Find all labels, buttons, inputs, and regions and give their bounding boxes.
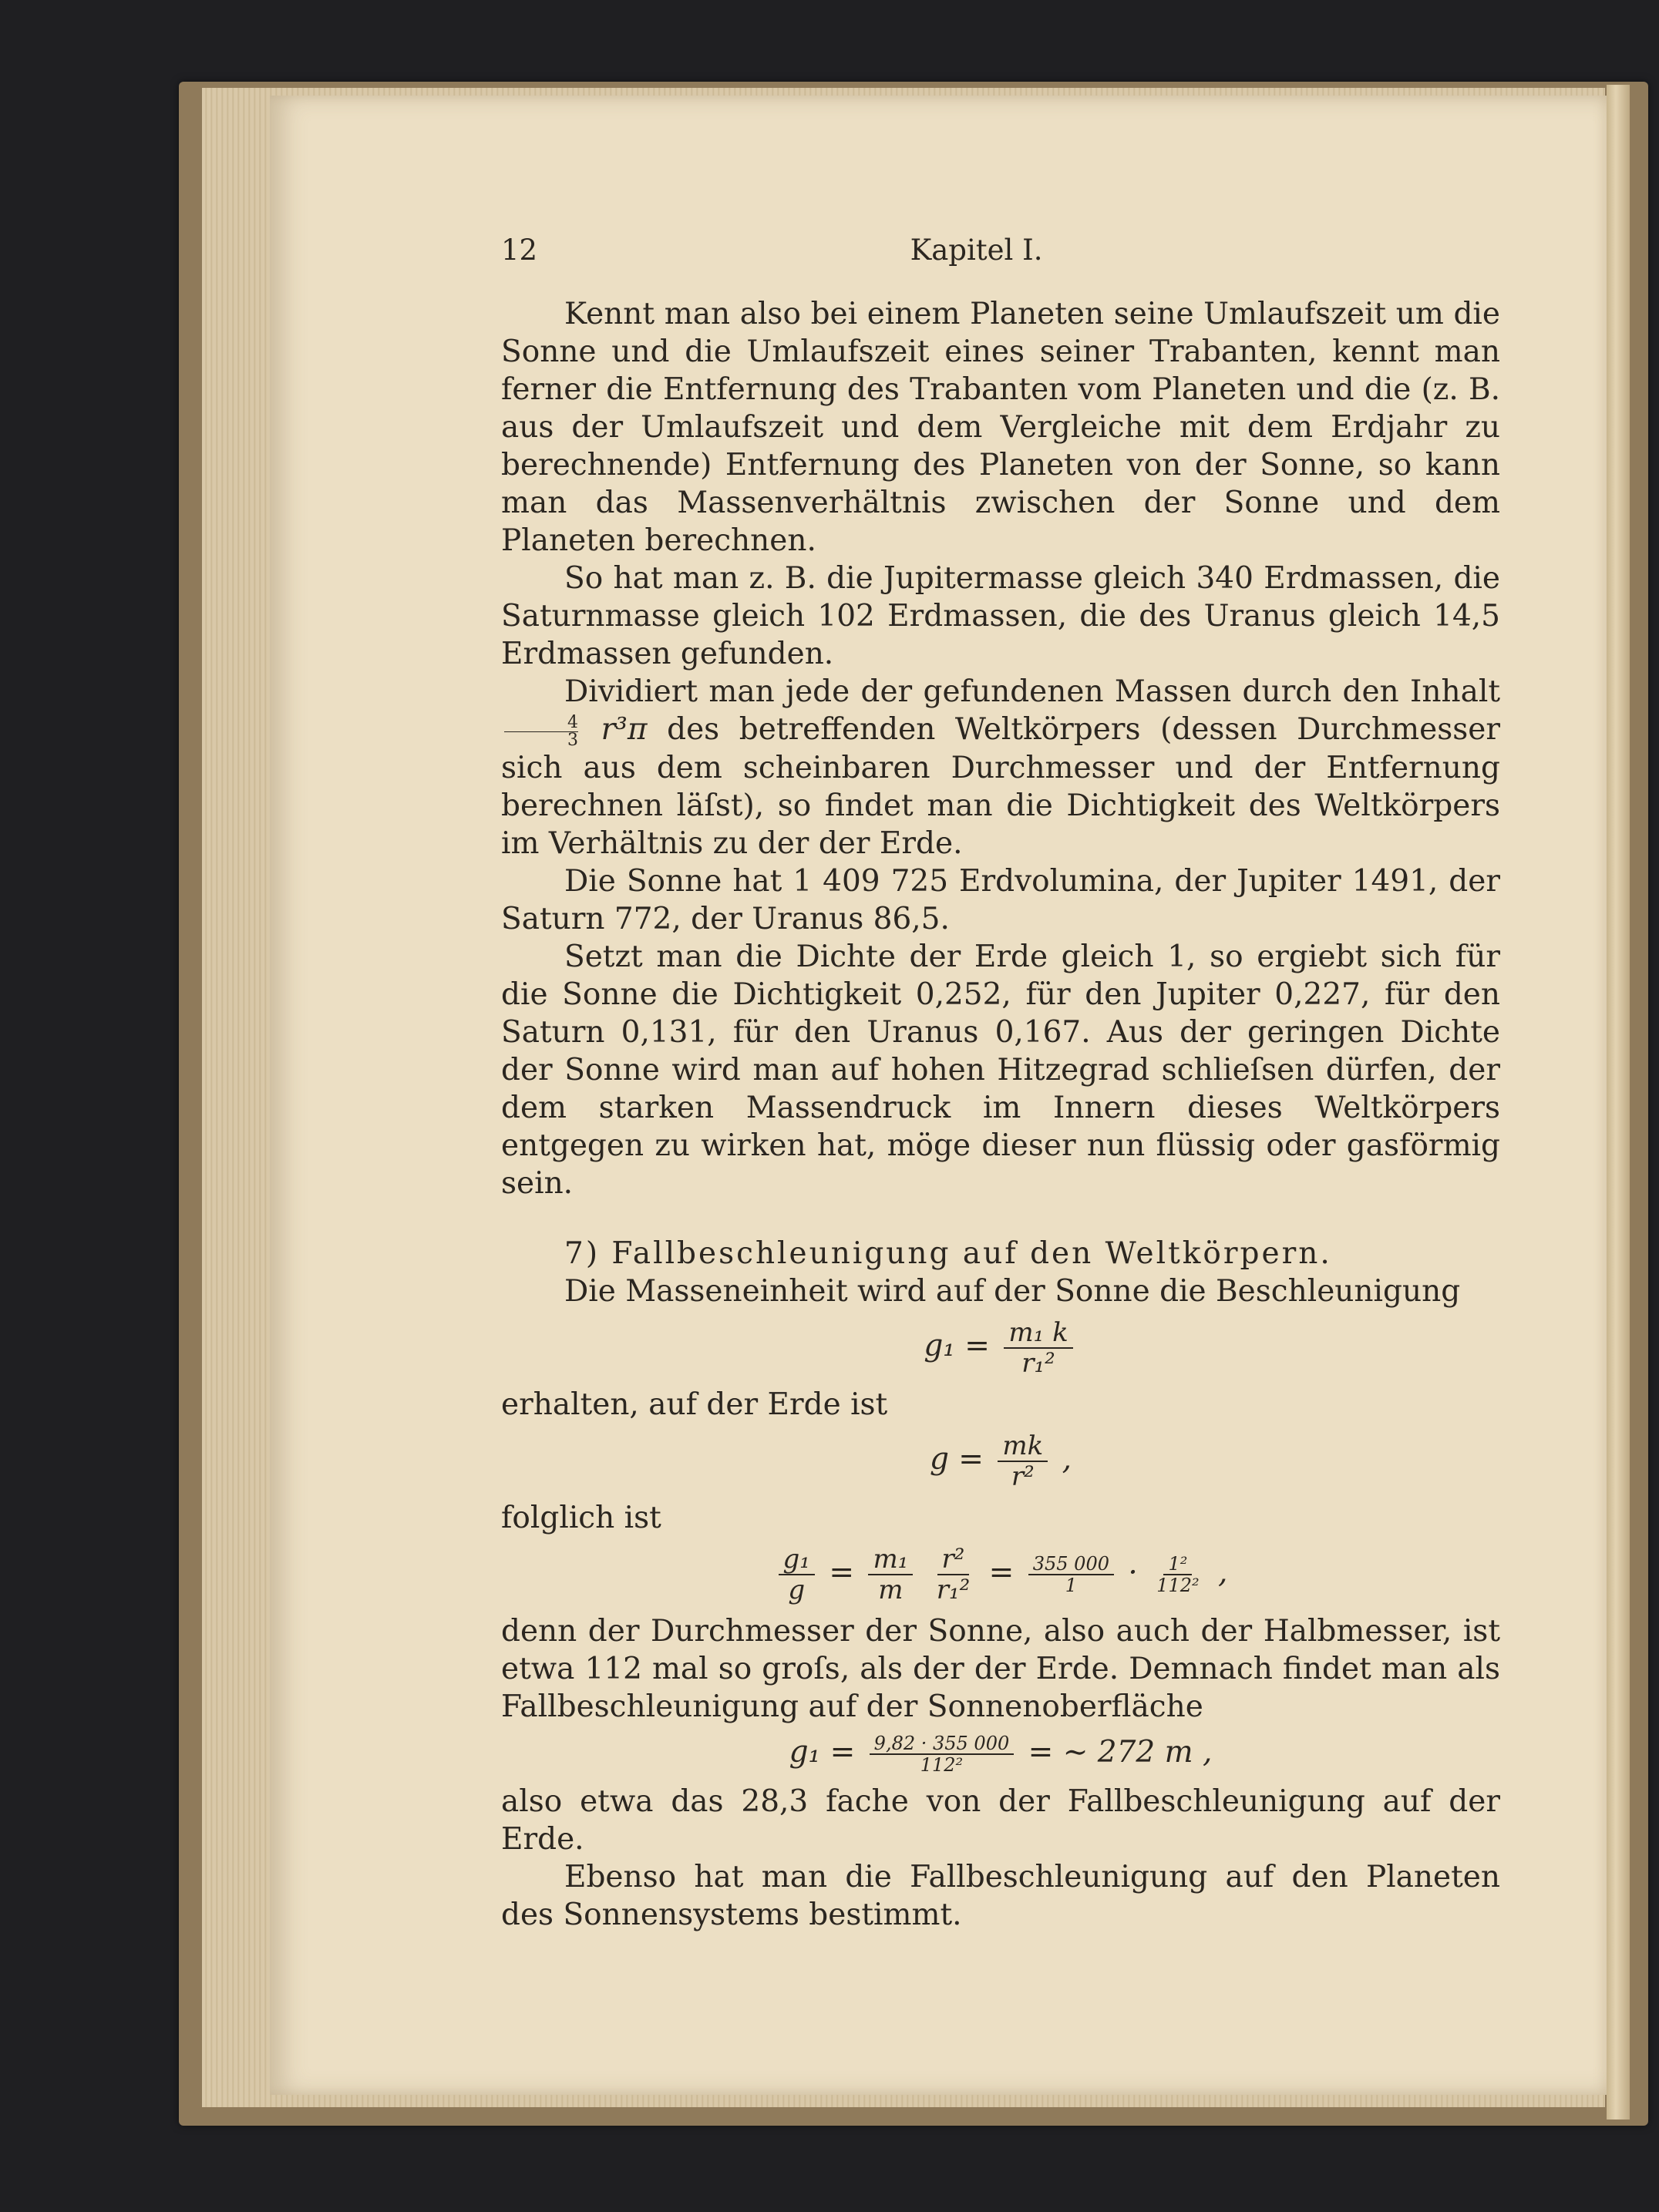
ratio-a-den: g	[788, 1574, 806, 1605]
ratio-frac-d	[1028, 1554, 1114, 1595]
chapter-title: Kapitel I.	[910, 234, 1043, 267]
ratio-tail: ,	[1218, 1555, 1228, 1590]
formula-g1-den: r₁²	[1021, 1347, 1055, 1379]
ratio-c-num: r²	[937, 1545, 970, 1575]
fraction-denominator: 3	[567, 730, 578, 750]
section-heading: 7) Fallbeschleunigung auf den Weltkörpern.	[564, 1235, 1332, 1271]
section-intro: Die Masseneinheit wird auf der Sonne die Beschleunigung	[564, 1273, 1461, 1309]
paragraph-7: also etwa das 28,3 fache von der Fallbeschleunigung auf der Erde.	[501, 1783, 1500, 1857]
paragraph-2: So hat man z. B. die Jupitermasse gleich 340 Erdmassen, die Saturnmasse gleich 102 Erdmassen, die des Uranus gleich 14,5 Erdmassen gefunden.	[501, 561, 1500, 671]
formula-g-num: mk	[998, 1431, 1048, 1462]
ratio-d-num: 355 000	[1028, 1554, 1114, 1575]
ratio-frac-b	[868, 1545, 913, 1605]
paragraph-6: denn der Durchmesser der Sonne, also auch der Halbmesser, ist etwa 112 mal so groſs, als der der Erde. Demnach findet man als Fallbeschleunigung auf der Sonnenoberfläche	[501, 1613, 1500, 1724]
formula-ratio	[501, 1545, 1500, 1605]
formula-g-fraction	[998, 1431, 1048, 1491]
formula-g-den: r²	[1011, 1461, 1035, 1492]
formula-g-tail: ,	[1062, 1441, 1072, 1477]
page-number: 12	[501, 234, 538, 267]
paragraph-3-start: Dividiert man jede der gefundenen Massen durch den Inhalt	[564, 674, 1500, 709]
paragraph-3-rest: des betreffenden Weltkörpers (dessen Durchmesser sich aus dem scheinbaren Durchmesser und der Entfernung berechnen läſst), so findet man die Dichtigkeit des Weltkörpers im Verhältnis zu der der Erde.	[501, 712, 1500, 861]
ratio-eq-2: =	[988, 1555, 1015, 1590]
paragraph-3	[501, 673, 1500, 862]
result-den: 112²	[920, 1753, 964, 1776]
formula-g1-num: m₁ k	[1004, 1318, 1072, 1349]
paragraph-4: Die Sonne hat 1 409 725 Erdvolumina, der Jupiter 1491, der Saturn 772, der Uranus 86,5.	[501, 863, 1500, 936]
paragraph-8: Ebenso hat man die Fallbeschleunigung auf den Planeten des Sonnensystems bestimmt.	[501, 1859, 1500, 1932]
formula-result	[501, 1733, 1500, 1775]
result-lhs: g₁ =	[789, 1734, 856, 1770]
ratio-frac-e	[1152, 1554, 1203, 1595]
result-num: 9,82 · 355 000	[870, 1733, 1015, 1755]
formula-g1-fraction	[1004, 1318, 1072, 1378]
paragraph-5: Setzt man die Dichte der Erde gleich 1, so ergiebt sich für die Sonne die Dichtigkeit 0,252, für den Jupiter 0,227, für den Saturn 0,131, für den Uranus 0,167. Aus der geringen Dichte der Sonne wird man auf hohen Hitzegrad schlieſsen dürfen, der dem starken Massendruck im Innern dieses Weltkörpers entgegen zu wirken hat, möge dieser nun flüssig oder gasförmig sein.	[501, 939, 1500, 1201]
ratio-b-den: m	[878, 1574, 904, 1605]
ratio-a-num: g₁	[779, 1545, 815, 1575]
ratio-frac-a	[779, 1545, 815, 1605]
result-rhs: = ∼ 272 m ,	[1028, 1734, 1213, 1770]
result-fraction	[870, 1733, 1015, 1775]
formula-g1	[501, 1318, 1500, 1378]
running-header	[501, 231, 1500, 269]
ratio-dot: ·	[1128, 1555, 1138, 1590]
formula-g-lhs: g =	[929, 1441, 984, 1477]
ratio-e-num: 1²	[1163, 1554, 1192, 1575]
page-text	[501, 231, 1500, 1934]
paragraph-1: Kennt man also bei einem Planeten seine Umlaufszeit um die Sonne und die Umlaufszeit eines seiner Trabanten, kennt man ferner die Entfernung des Trabanten vom Planeten und die (z. B. aus der Umlaufszeit und dem Vergleiche mit dem Erdjahr zu berechnende) Entfernung des Planeten von der Sonne, so kann man das Massenverhältnis zwischen der Sonne und dem Planeten berechnen.	[501, 297, 1500, 558]
page-right-edge	[1607, 85, 1630, 2120]
ratio-b-num: m₁	[868, 1545, 913, 1575]
ratio-eq-1: =	[829, 1555, 855, 1590]
ratio-frac-c	[932, 1545, 975, 1605]
volume-expression: r³π	[601, 712, 648, 747]
ratio-c-den: r₁²	[936, 1574, 971, 1605]
label-folglich: folglich ist	[501, 1500, 661, 1535]
fraction-four-thirds	[504, 714, 578, 749]
label-erde: erhalten, auf der Erde ist	[501, 1387, 888, 1422]
formula-g1-lhs: g₁ =	[924, 1328, 990, 1363]
ratio-e-den: 112²	[1156, 1574, 1200, 1596]
formula-g	[501, 1431, 1500, 1491]
ratio-d-den: 1	[1065, 1574, 1077, 1596]
fraction-numerator: 4	[504, 714, 578, 732]
